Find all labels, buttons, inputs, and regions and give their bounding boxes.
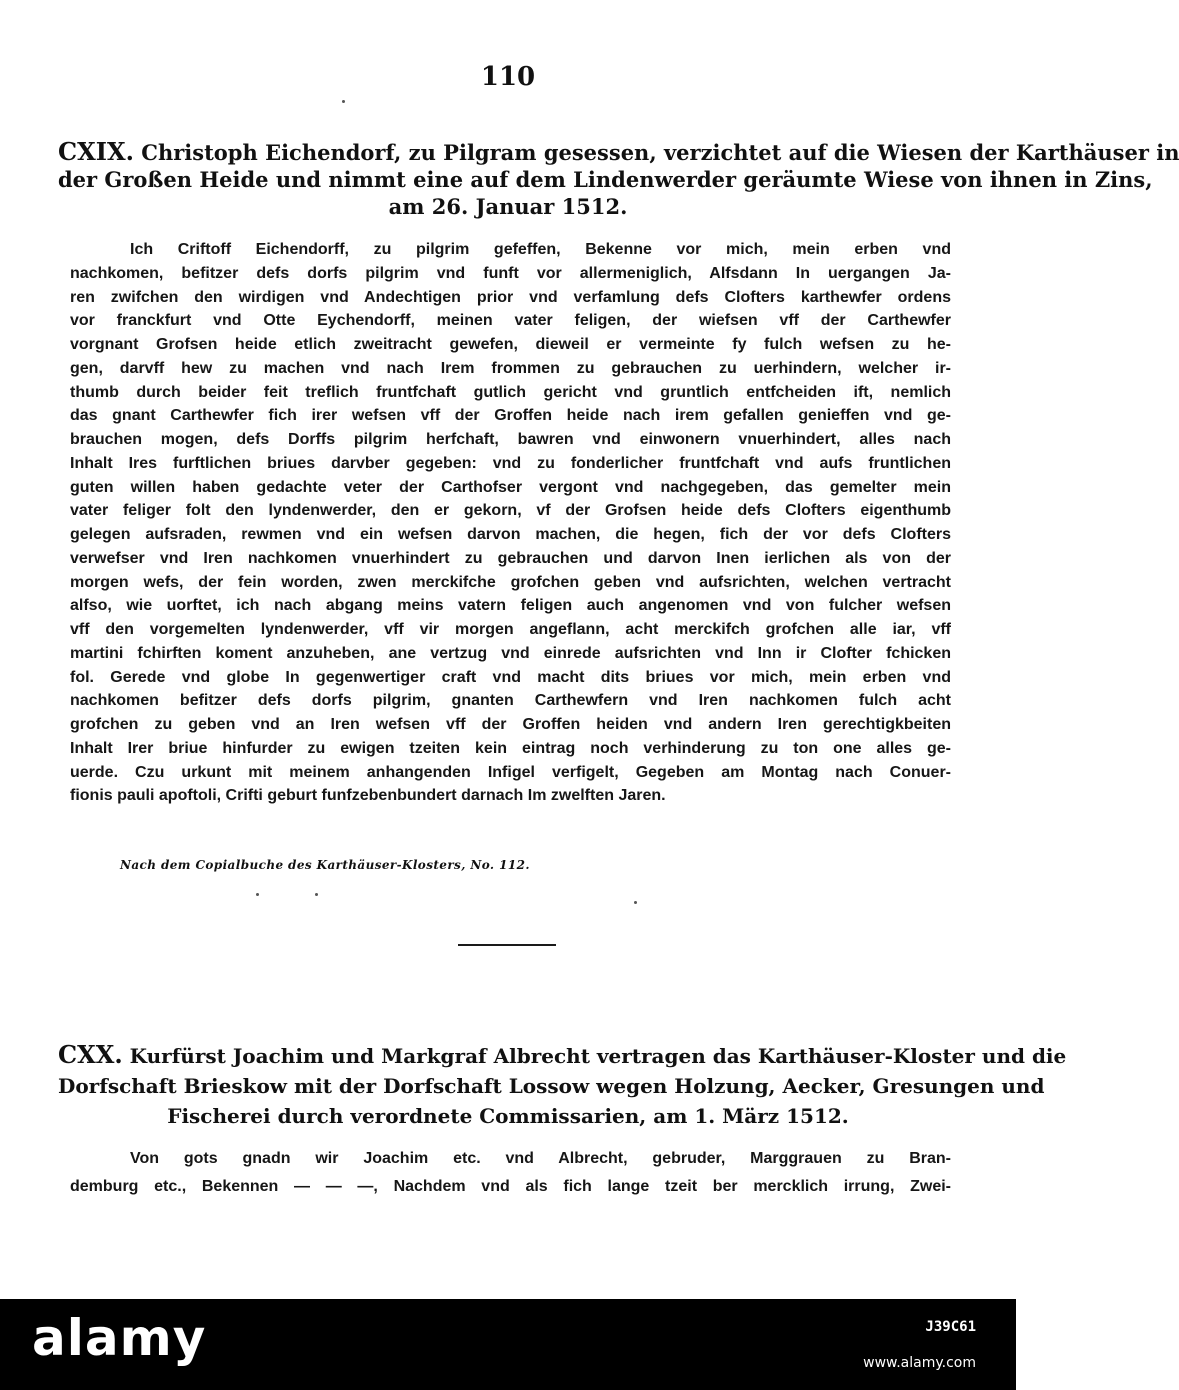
alamy-logo: alamy [32, 1309, 207, 1367]
document-body-cxix [70, 238, 951, 808]
text-line: nachkomen, befitzer defs dorfs pilgrim vnd funft vor allermeniglich, Alfsdann In uergangen Ja- [70, 264, 951, 282]
text-line: guten willen haben gedachte veter der Carthofser vergont vnd nachgegeben, das gemelter mein [70, 478, 951, 496]
heading-line: Kurfürst Joachim und Markgraf Albrecht vertragen das Karthäuser-Kloster und die [129, 1044, 1067, 1068]
heading-line: Christoph Eichendorf, zu Pilgram gesessen, verzichtet auf die Wiesen der Karthäuser in [141, 140, 1179, 165]
text-line: vater feliger folt den lyndenwerder, den er gekorn, vf der Grofsen heide defs Clofters eigenthumb [70, 502, 951, 520]
text-line: vorgnant Grofsen heide etlich zweitracht gewefen, dieweil er vermeinte fy fulch wefsen zu he- [70, 336, 951, 353]
text-line: brauchen mogen, defs Dorffs pilgrim herfchaft, bawren vnd einwonern vnuerhindert, alles nach [70, 431, 951, 448]
page-number: 110 [480, 62, 536, 92]
heading-line: der Großen Heide und nimmt eine auf dem Lindenwerder geräumte Wiese von ihnen in Zins, [58, 167, 1153, 192]
speck [634, 901, 637, 904]
text-line: martini fchirften koment anzuheben, ane vertzug vnd einrede aufsrichten vnd Inn ir Clofter fchicken [70, 644, 951, 662]
section-divider [458, 944, 556, 946]
source-note: Nach dem Copialbuche des Karthäuser-Klosters, No. 112. [120, 858, 530, 872]
document-number: CXX. [58, 1040, 123, 1069]
stock-watermark-bar [0, 1299, 1016, 1390]
text-line: gelegen aufsraden, rewmen vnd ein wefsen darvon machen, die hegen, fich der vor defs Clofters [70, 526, 951, 543]
text-line: gen, darvff hew zu machen vnd nach Irem frommen zu gebrauchen zu uerhindern, welcher ir- [70, 359, 951, 377]
text-line: Ich Criftoff Eichendorff, zu pilgrim gefeffen, Bekenne vor mich, mein erben vnd [130, 241, 951, 258]
heading-date: Fischerei durch verordnete Commissarien, am 1. März 1512. [167, 1104, 849, 1128]
text-line: Inhalt Irer briue hinfurder zu ewigen tzeiten kein eintrag noch verhinderung zu ton one alles ge- [70, 739, 951, 757]
heading-line: Dorfschaft Brieskow mit der Dorfschaft Lossow wegen Holzung, Aecker, Gresungen und [58, 1074, 1045, 1098]
document-body-cxx [70, 1145, 951, 1201]
text-line: Inhalt Ires furftlichen briues darvber gegeben: vnd zu fonderlicher fruntfchaft vnd aufs fruntlichen [70, 454, 951, 472]
text-line: fionis pauli apoftoli, Crifti geburt funfzebenbundert darnach Im zwelften Jaren. [70, 787, 666, 805]
text-line: alfso, wie uorftet, ich nach abgang meins vatern feligen auch angenomen vnd von fulcher wefsen [70, 597, 951, 615]
watermark-url: www.alamy.com [863, 1355, 976, 1371]
speck [315, 893, 318, 896]
speck [342, 100, 345, 103]
text-line: uerde. Czu urkunt mit meinem anhangenden Infigel verfigelt, Gegeben am Montag nach Conuer- [70, 763, 951, 781]
text-line: morgen wefs, der fein worden, zwen merckifche grofchen geben vnd aufsrichten, welchen vertracht [70, 573, 951, 591]
document-heading-cxx [58, 1040, 1067, 1131]
text-line: ren zwifchen den wirdigen vnd Andechtigen prior vnd verfamlung defs Clofters karthewfer ordens [70, 288, 951, 306]
speck [256, 893, 259, 896]
image-id: J39C61 [925, 1319, 976, 1335]
text-line: nachkomen befitzer defs dorfs pilgrim, gnanten Carthewfern vnd Iren nachkomen fulch acht [70, 692, 951, 710]
text-line: Von gots gnadn wir Joachim etc. vnd Albrecht, gebruder, Marggrauen zu Bran- [130, 1150, 951, 1167]
text-line: vff den vorgemelten lyndenwerder, vff vir morgen angeflann, acht merckifch grofchen alle iar, vff [70, 621, 951, 638]
text-line: fol. Gerede vnd globe In gegenwertiger craft vnd macht dits briues vor mich, mein erben vnd [70, 668, 951, 686]
text-line: grofchen zu geben vnd an Iren wefsen vff der Groffen heiden vnd andern Iren gerechtigkbeiten [70, 716, 951, 733]
text-line: vor franckfurt vnd Otte Eychendorff, meinen vater feligen, der wiefsen vff der Carthewfer [70, 312, 951, 330]
text-line: das gnant Carthewfer fich irer wefsen vff der Groffen heide nach irem gefallen genieffen vnd ge- [70, 407, 951, 425]
document-number: CXIX. [58, 137, 134, 166]
document-heading-cxix [58, 137, 1179, 220]
heading-date: am 26. Januar 1512. [388, 194, 628, 219]
text-line: demburg etc., Bekennen — — —, Nachdem vnd als fich lange tzeit ber mercklich irrung, Zwei- [70, 1178, 951, 1195]
text-line: thumb durch beider feit treflich fruntfchaft gutlich gericht vnd gruntlich entfcheiden ift, nemlich [70, 383, 951, 401]
text-line: verwefser vnd Iren nachkomen vnuerhindert zu gebrauchen und darvon Inen ierlichen als von der [70, 549, 951, 567]
